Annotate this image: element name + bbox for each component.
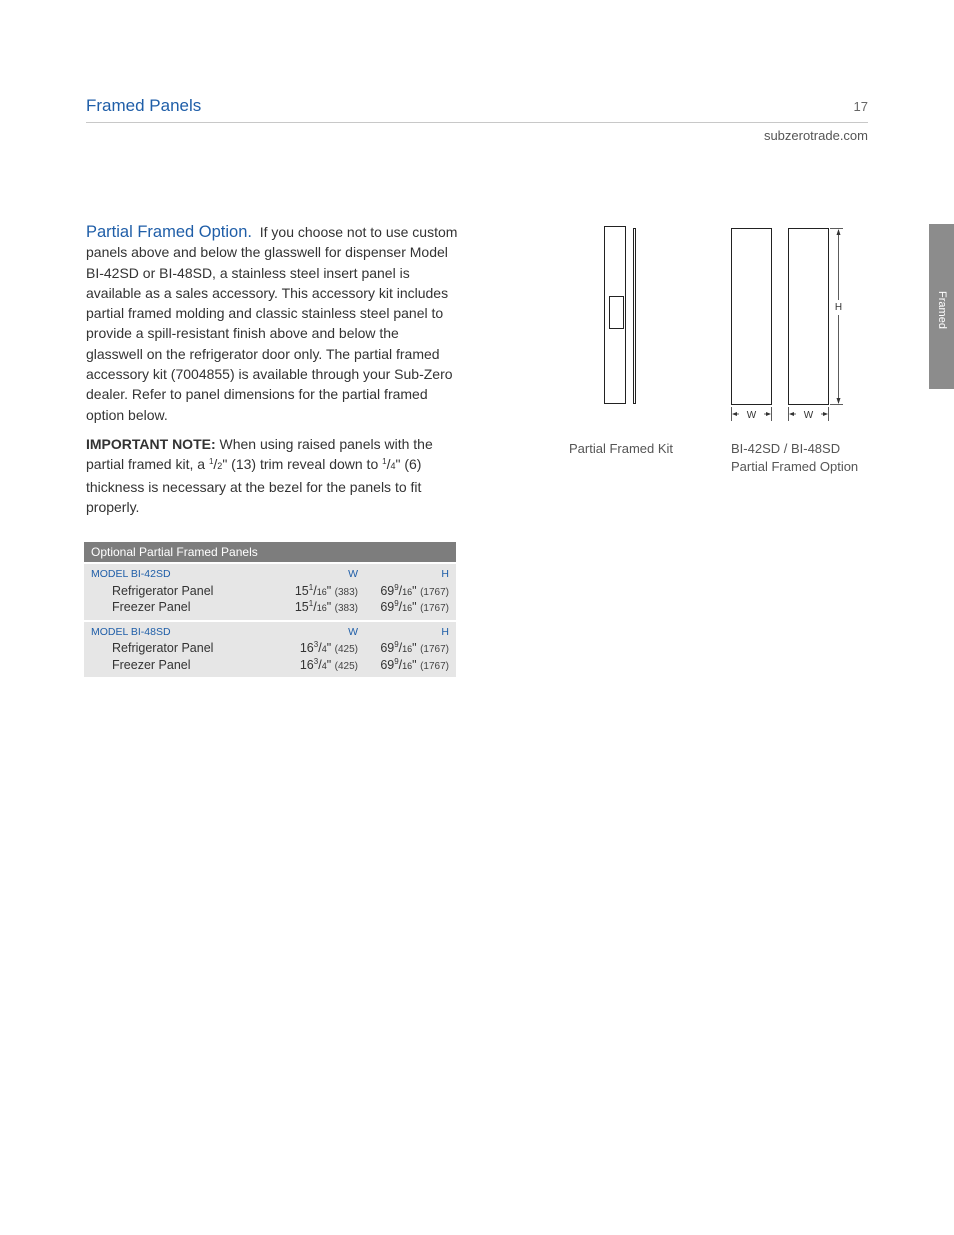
caption-option-line2: Partial Framed Option: [731, 458, 859, 474]
note-part3: " (6) thickness is necessary at the bezel for the panels to fit properly.: [86, 456, 422, 515]
note-label: IMPORTANT NOTE:: [86, 435, 216, 452]
width-value: $15^1/16$" (383): [294, 599, 358, 614]
panel-label: Refrigerator Panel: [112, 641, 214, 655]
panel-label: Freezer Panel: [112, 600, 191, 614]
note-frac1-den: 2: [217, 461, 223, 472]
website-link[interactable]: subzerotrade.com: [763, 128, 868, 143]
note-frac1-num: 1: [208, 457, 214, 467]
width-value: $16^3/4$" (425): [299, 656, 358, 672]
kit-door-outline: [605, 227, 626, 404]
table-row: [84, 583, 456, 600]
w-dimension-label-right: W: [803, 410, 814, 421]
panels-table: [84, 542, 456, 677]
page-number: 17: [853, 99, 868, 114]
header-divider: [86, 122, 868, 123]
table-row: [84, 657, 456, 674]
table-group-bi48sd: [84, 622, 456, 678]
kit-glasswell-cutout: [610, 297, 624, 329]
intro-paragraph: [86, 222, 458, 425]
model-label: MODEL BI-48SD: [91, 625, 171, 638]
h-dimension-label: H: [834, 302, 843, 313]
w-column-header: W: [348, 625, 358, 638]
note-part2: " (13) trim reveal down to: [222, 456, 379, 473]
side-tab-framed[interactable]: [929, 224, 954, 389]
height-value: $69^9/16$" (1767): [380, 640, 449, 655]
kit-drawing: [605, 227, 636, 404]
option-panel-right: [789, 229, 829, 405]
note-frac2-num: 1: [382, 457, 387, 467]
panel-label: Freezer Panel: [112, 657, 191, 672]
panel-diagram: [560, 215, 890, 430]
model-label: MODEL BI-42SD: [91, 568, 171, 580]
intro-block: [86, 222, 458, 517]
table-title: Optional Partial Framed Panels: [84, 542, 456, 562]
caption-kit: Partial Framed Kit: [569, 441, 674, 456]
height-value: $69^9/16$" (1767): [380, 582, 449, 598]
table-row: [84, 640, 456, 657]
h-column-header: H: [441, 625, 449, 638]
table-group-bi42sd: [84, 564, 456, 620]
table-group-header: [84, 624, 456, 641]
h-column-header: H: [441, 568, 449, 580]
panel-label: Refrigerator Panel: [112, 583, 214, 598]
section-title: Framed Panels: [86, 96, 202, 115]
height-dimension: [830, 229, 843, 405]
width-value: $16^3/4$" (425): [299, 640, 358, 655]
w-column-header: W: [348, 568, 358, 580]
height-value: $69^9/16$" (1767): [380, 599, 449, 614]
width-value: $15^1/16$" (383): [294, 582, 358, 598]
option-drawing: [732, 229, 829, 405]
w-dimension-label-left: W: [746, 410, 757, 421]
height-value: $69^9/16$" (1767): [380, 656, 449, 672]
side-tab-label: Framed: [936, 291, 948, 329]
intro-lead: Partial Framed Option.: [86, 223, 252, 241]
option-panel-left: [732, 229, 772, 405]
caption-option: [731, 440, 858, 475]
caption-option-line1: BI-42SD / BI-48SD: [731, 441, 841, 456]
note-part1: When using raised panels with the partial framed kit, a: [86, 435, 433, 473]
intro-text: If you choose not to use custom panels above and below the glasswell for dispenser Model BI-42SD or BI-48SD, a stainless steel insert panel is available as a sales accessory. This accessory kit includes partial framed molding and classic stainless steel panel to provide a spill-resistant finish above and below the glasswell on the refrigerator door only. The partial framed accessory kit (7004855) is available through your Sub-Zero dealer. Refer to panel dimensions for the partial framed option below.: [86, 224, 458, 423]
table-group-header: [84, 566, 456, 583]
note-frac2-den: 4: [390, 461, 396, 472]
table-row: [84, 599, 456, 616]
important-note: IMPORTANT NOTE: When using raised panels with the partial framed kit, a $^1$/2" (13) trim reveal down to $^1$/4" (6) thickness is necessary at the bezel for the panels to fit properly.: [86, 435, 433, 515]
kit-trim-strip: [634, 229, 636, 404]
